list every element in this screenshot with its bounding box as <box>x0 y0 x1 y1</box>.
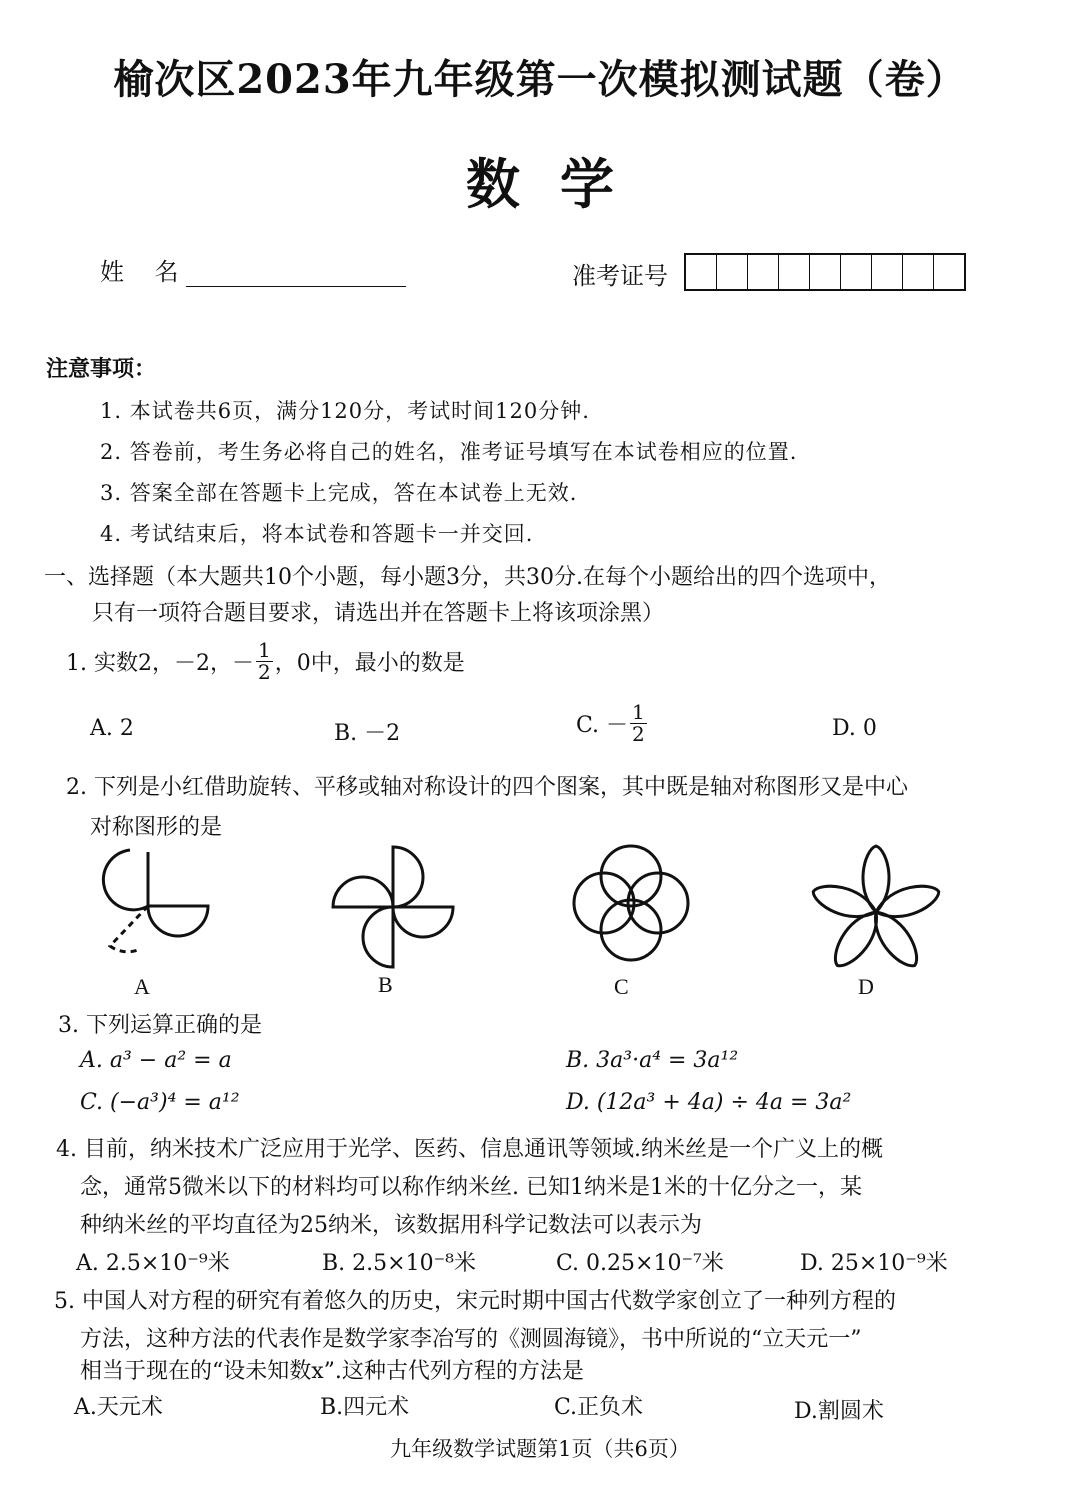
id-box[interactable] <box>717 255 748 289</box>
figure-label-d: D <box>858 974 874 999</box>
frac-denominator: 2 <box>257 660 271 684</box>
q4-option-c[interactable]: C. 0.25×10⁻⁷米 <box>556 1251 724 1276</box>
question-1-stem <box>66 640 465 683</box>
q4-option-b[interactable]: B. 2.5×10⁻⁸米 <box>322 1251 477 1276</box>
q1-text-b: ，0中，最小的数是 <box>274 651 465 676</box>
id-box[interactable] <box>872 255 903 289</box>
q5-option-a[interactable]: A.天元术 <box>74 1395 163 1420</box>
section1-instructions: 一、选择题（本大题共10个小题，每小题3分，共30分.在每个小题给出的四个选项中， <box>44 565 891 590</box>
name-field <box>100 252 406 287</box>
q1-option-a[interactable]: A. 2 <box>90 716 134 741</box>
figure-c-four-circles[interactable] <box>566 838 696 968</box>
exam-id-label: 准考证号 <box>572 262 668 290</box>
figure-d-five-petals[interactable] <box>806 838 946 978</box>
id-box[interactable] <box>810 255 841 289</box>
id-box[interactable] <box>934 255 964 289</box>
q5-option-d[interactable]: D.割圆术 <box>794 1399 884 1424</box>
question-4-stem-2: 念，通常5微米以下的材料均可以称作纳米丝. 已知1纳米是1米的十亿分之一，某 <box>80 1175 862 1200</box>
question-3-stem: 3. 下列运算正确的是 <box>58 1013 262 1038</box>
figure-a-pinwheel[interactable] <box>90 842 220 972</box>
q1-option-c-fraction <box>630 702 647 745</box>
frac-denominator: 2 <box>632 722 645 746</box>
notice-item: 2. 答卷前，考生务必将自己的姓名，准考证号填写在本试卷相应的位置. <box>100 440 798 464</box>
q1-fraction <box>256 640 273 683</box>
id-box[interactable] <box>748 255 779 289</box>
id-box[interactable] <box>841 255 872 289</box>
figure-label-c: C <box>614 974 629 999</box>
q1-option-c[interactable] <box>576 702 649 745</box>
question-5-stem-3: 相当于现在的“设未知数x”.这种古代列方程的方法是 <box>80 1359 584 1384</box>
q1-option-d[interactable]: D. 0 <box>832 716 877 741</box>
figure-b-pinwheel[interactable] <box>328 842 458 972</box>
q1-option-b[interactable]: B. －2 <box>334 721 401 746</box>
page-footer: 九年级数学试题第1页（共6页） <box>390 1437 690 1461</box>
q3-option-c[interactable]: C. (−a³)⁴ = a¹² <box>80 1090 240 1115</box>
question-2-stem-2: 对称图形的是 <box>90 815 223 840</box>
question-2-stem: 2. 下列是小红借助旋转、平移或轴对称设计的四个图案，其中既是轴对称图形又是中心 <box>66 775 908 800</box>
q4-option-d[interactable]: D. 25×10⁻⁹米 <box>800 1251 948 1276</box>
q4-option-a[interactable]: A. 2.5×10⁻⁹米 <box>76 1251 230 1276</box>
name-underline[interactable] <box>186 260 406 287</box>
name-label: 姓 名 <box>100 258 179 286</box>
id-box[interactable] <box>903 255 934 289</box>
q1-option-c-text: C. － <box>576 713 629 738</box>
frac-numerator: 1 <box>257 638 271 662</box>
frac-numerator: 1 <box>632 700 645 724</box>
question-4-stem: 4. 目前，纳米技术广泛应用于光学、医药、信息通讯等领域.纳米丝是一个广义上的概 <box>56 1137 883 1162</box>
q3-option-a[interactable]: A. a³ − a² = a <box>80 1048 232 1073</box>
subject-title: 数学 <box>466 152 654 216</box>
q3-option-b[interactable]: B. 3a³·a⁴ = 3a¹² <box>566 1048 739 1073</box>
q3-option-d[interactable]: D. (12a³ + 4a) ÷ 4a = 3a² <box>566 1090 852 1115</box>
q5-option-c[interactable]: C.正负术 <box>554 1395 644 1420</box>
notice-item: 1. 本试卷共6页，满分120分，考试时间120分钟. <box>100 399 590 423</box>
id-box[interactable] <box>686 255 717 289</box>
q1-text-a: 1. 实数2，－2，－ <box>66 651 254 676</box>
id-box[interactable] <box>779 255 810 289</box>
q5-option-b[interactable]: B.四元术 <box>320 1395 410 1420</box>
notice-heading: 注意事项： <box>46 356 157 382</box>
question-5-stem-2: 方法，这种方法的代表作是数学家李冶写的《测圆海镜》，书中所说的“立天元一” <box>80 1327 862 1352</box>
exam-title: 榆次区2023年九年级第一次模拟测试题（卷） <box>113 56 967 103</box>
notice-item: 4. 考试结束后，将本试卷和答题卡一并交回. <box>100 522 534 546</box>
exam-id-boxes[interactable] <box>684 253 966 291</box>
figure-label-a: A <box>134 974 150 999</box>
question-5-stem: 5. 中国人对方程的研究有着悠久的历史，宋元时期中国古代数学家创立了一种列方程的 <box>54 1289 896 1314</box>
figure-label-b: B <box>378 972 393 997</box>
notice-item: 3. 答案全部在答题卡上完成，答在本试卷上无效. <box>100 481 578 505</box>
question-4-stem-3: 种纳米丝的平均直径为25纳米，该数据用科学记数法可以表示为 <box>80 1213 702 1238</box>
section1-instructions-2: 只有一项符合题目要求，请选出并在答题卡上将该项涂黑） <box>92 601 665 626</box>
